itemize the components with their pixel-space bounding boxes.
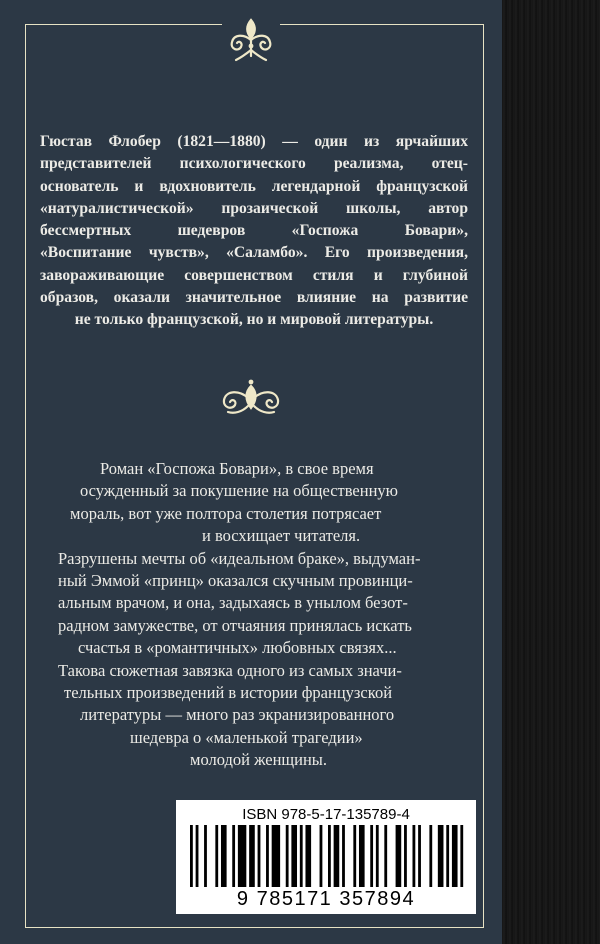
barcode-bar [300, 825, 303, 887]
blurb-line: бессмертных шедевров «Госпожа Бовари», [40, 222, 468, 240]
barcode-bar [429, 825, 432, 887]
isbn-label: ISBN 978-5-17-135789-4 [242, 806, 410, 823]
barcode-bar [438, 825, 444, 887]
barcode-bar [460, 825, 463, 887]
barcode-bar [370, 825, 373, 887]
description-line: Роман «Госпожа Бовари», в свое время [100, 459, 374, 478]
barcode-bar [334, 825, 340, 887]
blurb-line: «натуралистической» прозаической школы, автор [40, 199, 468, 217]
barcode-bar [418, 825, 421, 887]
barcode-bar [384, 825, 387, 887]
description-line: альным врачом, и она, задыхаясь в унылом безот- [58, 593, 408, 613]
description-line: осужденный за покушение на общественную [80, 481, 398, 501]
barcode-bar [320, 825, 323, 887]
description-line: Разрушены мечты об «идеальном браке», выдуман- [58, 548, 421, 568]
barcode-bar [404, 825, 407, 887]
blurb-line: Гюстав Флобер (1821—1880) — один из ярчайших [40, 133, 468, 150]
barcode-bar [238, 825, 246, 887]
barcode-bar [221, 825, 227, 887]
blurb-line: представителей психологического реализма, отец- [40, 155, 468, 173]
barcode-bar [328, 825, 331, 887]
barcode-bar [412, 825, 415, 887]
description-line: счастья в «романтичных» любовных связях... [78, 638, 397, 658]
description-line: шедевра о «маленькой трагедии» [130, 727, 363, 747]
description-line: радном замужестве, от отчаяния принялась искать [58, 615, 412, 635]
barcode-bar [258, 825, 261, 887]
description-line: и восхищает читателя. [202, 526, 361, 546]
barcode-bar [215, 825, 218, 887]
barcode-bar [286, 825, 289, 887]
barcode-bar [196, 825, 199, 887]
book-spine [502, 0, 600, 944]
barcode-bar [204, 825, 207, 887]
barcode-bar [353, 825, 356, 887]
description-line: ный Эммой «принц» оказался скучным провинци- [58, 571, 413, 591]
author-blurb [40, 131, 468, 332]
barcode-bar [396, 825, 402, 887]
scroll-ornament-icon [218, 378, 284, 418]
description-line: тельных произведений в истории французской [64, 683, 393, 703]
barcode-bar [376, 825, 379, 887]
barcode-bar [305, 825, 311, 887]
barcode-bar [249, 825, 255, 887]
barcode-bar [291, 825, 297, 887]
barcode-bar [359, 825, 365, 887]
description-line: молодой женщины. [190, 750, 327, 770]
blurb-line: образов, оказали значительное влияние на развитие [40, 289, 468, 307]
barcode-digits: 9 785171 357894 [236, 888, 416, 910]
description-line: литературы — много раз экранизированного [80, 705, 395, 725]
description-line: Такова сюжетная завязка одного из самых значи- [58, 660, 402, 680]
barcode-bars [190, 825, 466, 887]
barcode-bar [452, 825, 458, 887]
barcode-bar [190, 825, 193, 887]
barcode-bar [446, 825, 449, 887]
barcode [176, 800, 476, 914]
blurb-line: «Воспитание чувств», «Саламбо». Его произведения, [40, 244, 468, 262]
barcode-bar [342, 825, 345, 887]
fleur-ornament-icon [222, 16, 280, 64]
barcode-bar [272, 825, 280, 887]
barcode-bar [266, 825, 269, 887]
description-line: мораль, вот уже полтора столетия потрясает [70, 503, 382, 523]
book-description [40, 458, 468, 772]
barcode-bar [232, 825, 235, 887]
blurb-line: основатель и вдохновитель легендарной французской [40, 177, 468, 195]
blurb-line: завораживающие совершенством стиля и глубиной [40, 266, 468, 284]
blurb-line: не только французской, но и мировой литературы. [74, 311, 434, 329]
